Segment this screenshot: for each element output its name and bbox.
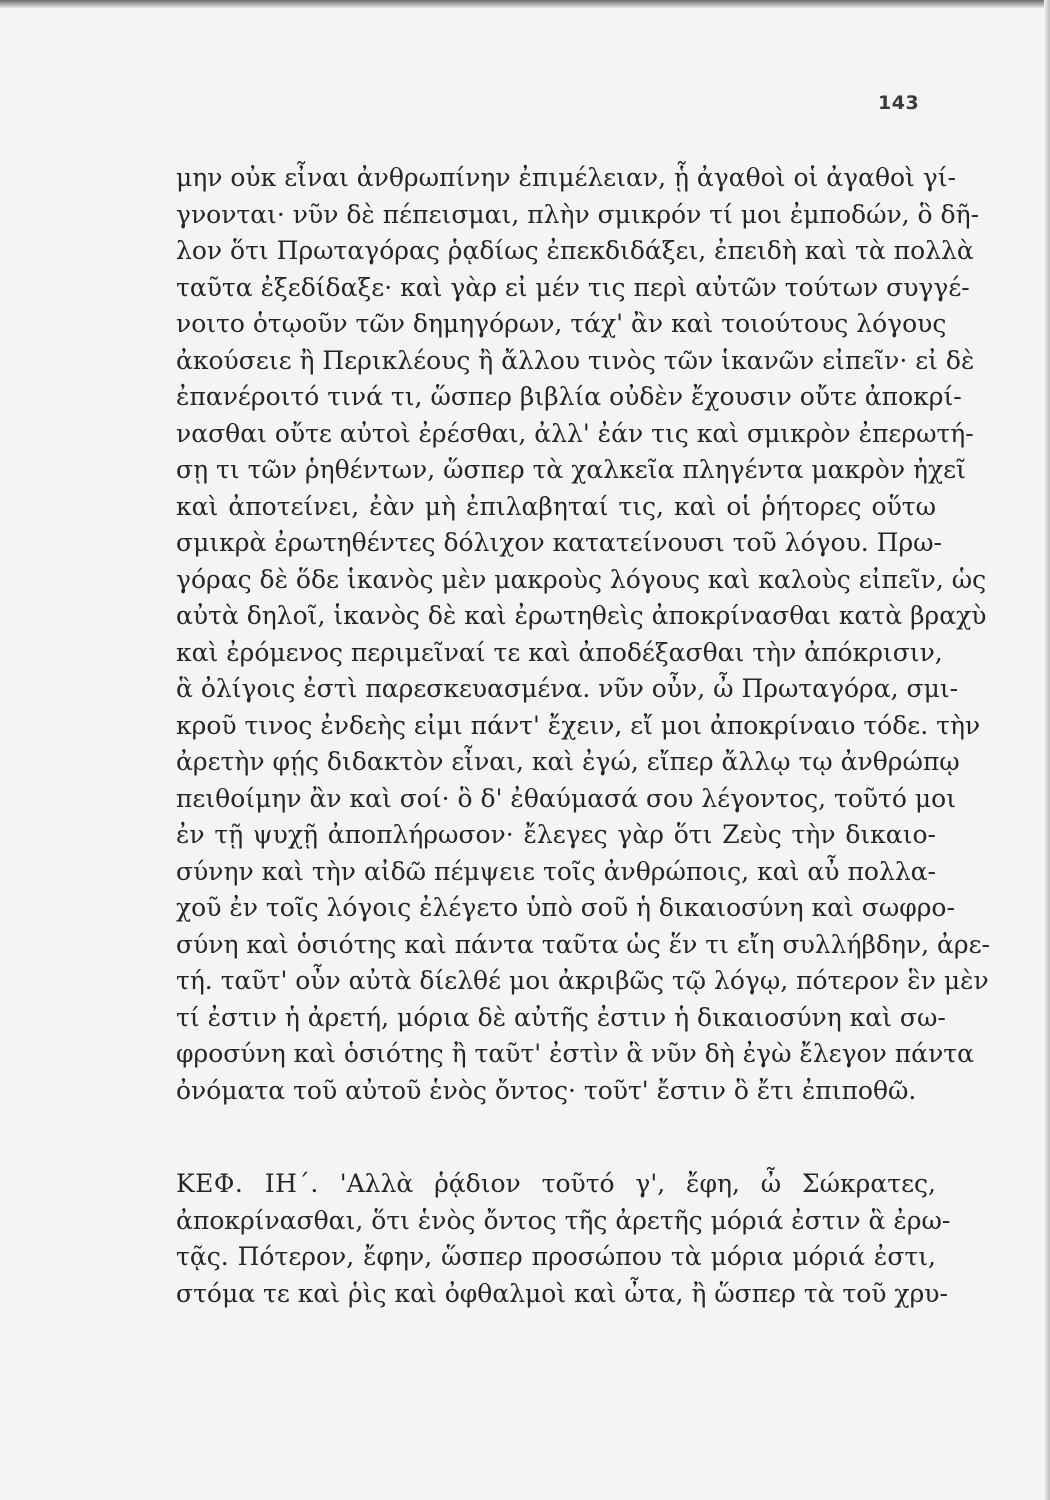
text-line: νοιτο ὁτῳοῦν τῶν δημηγόρων, τάχ' ἂν καὶ τοιούτους λόγους	[176, 309, 947, 338]
text-line: γόρας δὲ ὅδε ἱκανὸς μὲν μακροὺς λόγους καὶ καλοὺς εἰπεῖν, ὡς	[176, 564, 987, 594]
paragraph-1	[176, 160, 991, 1109]
text-line: σμικρὰ ἐρωτηθέντες δόλιχον κατατείνουσι τοῦ λόγου. Πρω-	[176, 528, 943, 557]
text-line: στόμα τε καὶ ῥὶς καὶ ὀφθαλμοὶ καὶ ὦτα, ἢ ὥσπερ τὰ τοῦ χρυ-	[176, 1278, 948, 1308]
text-line: αὐτὰ δηλοῖ, ἱκανὸς δὲ καὶ ἐρωτηθεὶς ἀποκρίνασθαι κατὰ βραχὺ	[176, 601, 987, 630]
text-line: ἀποκρίνασθαι, ὅτι ἑνὸς ὄντος τῆς ἀρετῆς μόριά ἐστιν ἃ ἐρω-	[176, 1205, 951, 1235]
text-line-last: ὀνόματα τοῦ αὐτοῦ ἑνὸς ὄντος· τοῦτ' ἔστιν ὃ ἔτι ἐπιποθῶ.	[176, 1075, 917, 1105]
text-line: καὶ ἐρόμενος περιμεῖναί τε καὶ ἀποδέξασθαι τὴν ἀπόκρισιν,	[176, 637, 943, 667]
text-line: καὶ ἀποτείνει, ἐὰν μὴ ἐπιλαβηταί τις, καὶ οἱ ῥήτορες οὕτω	[176, 491, 936, 521]
text-line: πειθοίμην ἂν καὶ σοί· ὃ δ' ἐθαύμασά σου λέγοντος, τοῦτό μοι	[176, 783, 957, 813]
text-line: γνονται· νῦν δὲ πέπεισμαι, πλὴν σμικρόν τί μοι ἐμποδών, ὃ δῆ-	[176, 199, 980, 229]
text-line: ἐπανέροιτό τινά τι, ὥσπερ βιβλία οὐδὲν ἔχουσιν οὔτε ἀποκρί-	[176, 382, 962, 411]
text-line: σύνην καὶ τὴν αἰδῶ πέμψειε τοῖς ἀνθρώποις, καὶ αὖ πολλα-	[176, 856, 936, 886]
text-line: σῃ τι τῶν ῥηθέντων, ὥσπερ τὰ χαλκεῖα πληγέντα μακρὸν ἠχεῖ	[176, 455, 966, 484]
text-line: ἀκούσειε ἢ Περικλέους ἢ ἄλλου τινὸς τῶν ἱκανῶν εἰπεῖν· εἰ δὲ	[176, 345, 975, 375]
chapter-heading-line	[176, 1166, 936, 1203]
chapter-first-line-text: 'Αλλὰ ῥᾴδιον τοῦτό γ', ἔφη, ὦ Σώκρατες,	[339, 1169, 936, 1198]
paragraph-gap	[176, 1109, 936, 1166]
page-right-edge-shadow	[1044, 0, 1050, 1500]
chapter-label: ΚΕΦ. ΙΗ΄.	[176, 1169, 319, 1198]
text-line: κροῦ τινος ἐνδεὴς εἰμι πάντ' ἔχειν, εἴ μοι ἀποκρίναιο τόδε. τὴν	[176, 710, 981, 740]
text-line: μην οὐκ εἶναι ἀνθρωπίνην ἐπιμέλειαν, ᾗ ἀγαθοὶ οἱ ἀγαθοὶ γί-	[176, 163, 956, 192]
text-line: ἐν τῇ ψυχῇ ἀποπλήρωσον· ἔλεγες γὰρ ὅτι Ζεὺς τὴν δικαιο-	[176, 820, 936, 849]
text-line: τή. ταῦτ' οὖν αὐτὰ δίελθέ μοι ἀκριβῶς τῷ λόγῳ, πότερον ἓν μὲν	[176, 966, 989, 995]
text-line: νασθαι οὔτε αὐτοὶ ἐρέσθαι, ἀλλ' ἐάν τις καὶ σμικρὸν ἐπερωτή-	[176, 418, 974, 448]
paragraph-2	[176, 1166, 951, 1312]
body-text	[176, 160, 991, 1312]
text-line: ταῦτα ἐξεδίδαξε· καὶ γὰρ εἰ μέν τις περὶ αὐτῶν τούτων συγγέ-	[176, 272, 970, 302]
text-line: τί ἐστιν ἡ ἀρετή, μόρια δὲ αὐτῆς ἐστιν ἡ δικαιοσύνη καὶ σω-	[176, 1002, 946, 1032]
text-line: χοῦ ἐν τοῖς λόγοις ἐλέγετο ὑπὸ σοῦ ἡ δικαιοσύνη καὶ σωφρο-	[176, 893, 955, 922]
text-line: φροσύνη καὶ ὁσιότης ἢ ταῦτ' ἐστὶν ἃ νῦν δὴ ἐγὼ ἔλεγον πάντα	[176, 1039, 974, 1068]
page-top-edge-shadow	[0, 0, 1050, 8]
text-line: ἃ ὀλίγοις ἐστὶ παρεσκευασμένα. νῦν οὖν, ὦ Πρωταγόρα, σμι-	[176, 674, 959, 703]
text-line: σύνη καὶ ὁσιότης καὶ πάντα ταῦτα ὡς ἕν τι εἴη συλλήβδην, ἀρε-	[176, 929, 991, 959]
text-line: λον ὅτι Πρωταγόρας ῥᾳδίως ἐπεκδιδάξει, ἐπειδὴ καὶ τὰ πολλὰ	[176, 236, 974, 265]
page-number: 143	[878, 92, 920, 114]
text-line: τᾷς. Πότερον, ἔφην, ὥσπερ προσώπου τὰ μόρια μόριά ἐστι,	[176, 1242, 936, 1271]
text-line: ἀρετὴν φῄς διδακτὸν εἶναι, καὶ ἐγώ, εἴπερ ἄλλῳ τῳ ἀνθρώπῳ	[176, 747, 960, 776]
